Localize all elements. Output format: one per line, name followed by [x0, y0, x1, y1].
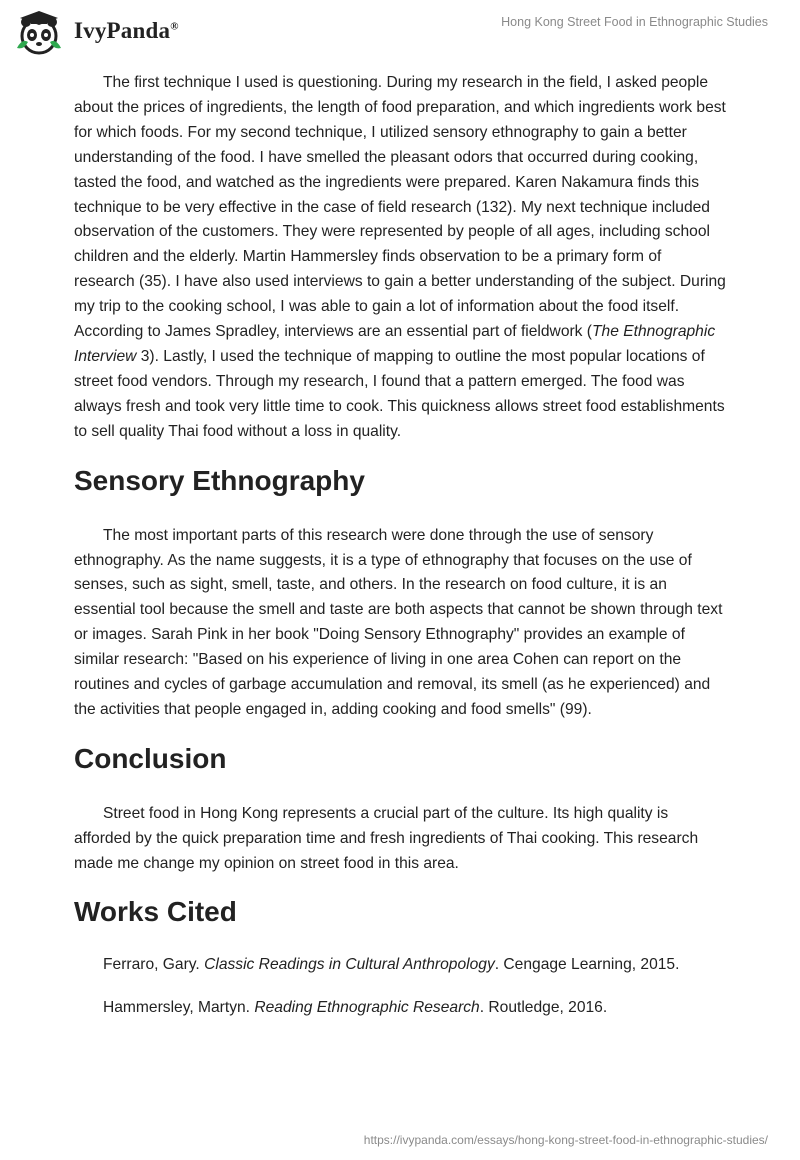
italic-book-title: The Ethnographic Interview: [74, 323, 716, 365]
paragraph-sensory: The most important parts of this research were done through the use of sensory ethnography. As the name suggests, it is a type of ethnography that focuses on the use of senses, such as sight, smell, taste, and others. In the research on food culture, it is an essential tool because the smell and taste are both aspects that cannot be shown through text or images. Sarah Pink in her book "Doing Sensory Ethnography" provides an example of similar research: "Based on his experience of living in one area Cohen can report on the routines and cycles of garbage accumulation and removal, its smell (as he experienced) and the activities that people engaged in, adding cooking and food smells" (99).: [74, 526, 723, 718]
source-url[interactable]: https://ivypanda.com/essays/hong-kong-street-food-in-ethnographic-studies/: [363, 1133, 768, 1147]
heading-sensory-ethnography: Sensory Ethnography: [74, 464, 365, 496]
brand-name[interactable]: IvyPanda®: [74, 18, 179, 43]
heading-works-cited: Works Cited: [74, 895, 237, 927]
essay-content: [74, 71, 726, 1040]
paragraph-conclusion: Street food in Hong Kong represents a crucial part of the culture. Its high quality is afforded by the quick preparation time and fresh ingredients of Thai cooking. This research made me change my opinion on street food in this area.: [74, 804, 699, 872]
citation-item: Ferraro, Gary. Classic Readings in Cultural Anthropology. Cengage Learning, 2015.: [103, 955, 680, 973]
document-title: Hong Kong Street Food in Ethnographic Studies: [501, 15, 768, 29]
page-header: [0, 0, 800, 60]
citation-item: Hammersley, Martyn. Reading Ethnographic Research. Routledge, 2016.: [103, 999, 608, 1017]
paragraph-techniques: The first technique I used is questioning. During my research in the field, I asked people about the prices of ingredients, the length of food preparation, and which ingredients work best for which foods. For my second technique, I utilized sensory ethnography to gain a better understanding of the food. I have smelled the pleasant odors that occurred during cooking, tasted the food, and watched as the ingredients were prepared. Karen Nakamura finds this technique to be very effective in the case of field research (132). My next technique included observation of the customers. They were represented by people of all ages, including school children and the elderly. Martin Hammersley finds observation to be a primary form of research (35). I have also used interviews to gain a better understanding of the subject. During my trip to the cooking school, I was able to gain a lot of information about the food itself. According to James Spradley, interviews are an essential part of fieldwork (The Ethnographic Interview 3). Lastly, I used the technique of mapping to outline the most popular locations of street food vendors. Through my research, I found that a pattern emerged. The food was always fresh and took very little time to cook. This quickness allows street food establishments to sell quality Thai food without a loss in quality.: [74, 74, 726, 440]
ivypanda-logo-icon[interactable]: [14, 8, 64, 56]
heading-conclusion: Conclusion: [74, 742, 227, 774]
